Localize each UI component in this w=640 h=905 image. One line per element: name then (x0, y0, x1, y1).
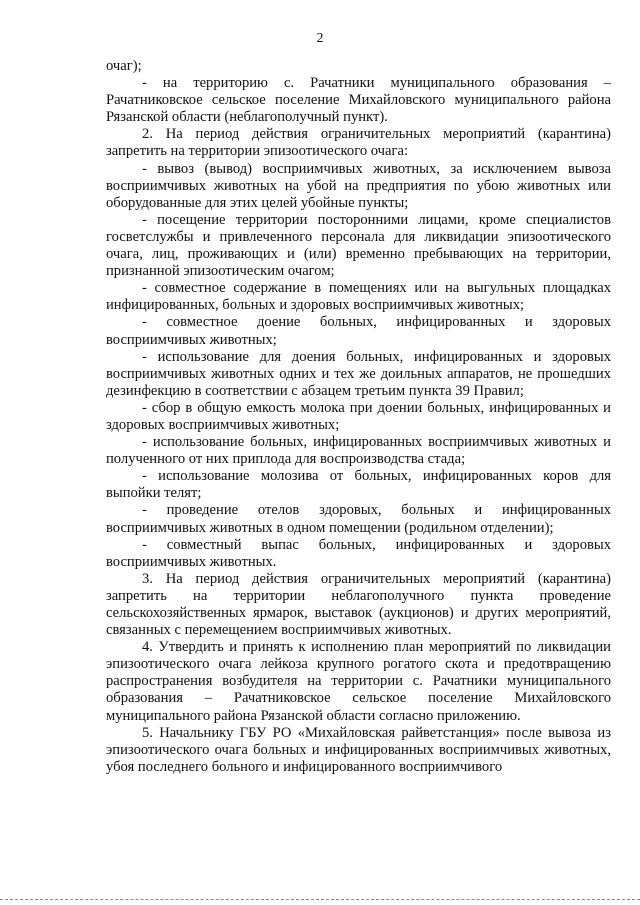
document-body (106, 58, 611, 776)
paragraph: 2. На период действия ограничительных мероприятий (карантина) запретить на территории эпизоотического очага: (106, 126, 611, 160)
paragraph: очаг); (106, 58, 142, 74)
paragraph: - проведение отелов здоровых, больных и инфицированных восприимчивых животных в одном помещении (родильном отделении); (106, 502, 611, 536)
scan-edge-line (0, 899, 640, 900)
paragraph: - на территорию с. Рачатники муниципального образования – Рачатниковское сельское поселение Михайловского муниципального района Рязанской области (неблагополучный пункт). (106, 75, 611, 126)
paragraph: - использование для доения больных, инфицированных и здоровых восприимчивых животных одних и тех же доильных аппаратов, не прошедших дезинфекцию в соответствии с абзацем третьим пункта 39 Правил; (106, 348, 611, 399)
paragraph: 4. Утвердить и принять к исполнению план мероприятий по ликвидации эпизоотического очага лейкоза крупного рогатого скота и предотвращению распространения возбудителя на территории с. Рачатники муниципального образования – Рачатниковское сельское поселение Михайловского муниципального района Рязанской области согласно приложению. (106, 639, 611, 724)
paragraph: - вывоз (вывод) восприимчивых животных, за исключением вывоза восприимчивых животных на убой на предприятия по убою животных или оборудованные для этих целей убойные пункты; (106, 160, 611, 211)
paragraph: - совместное доение больных, инфицированных и здоровых восприимчивых животных; (106, 314, 611, 348)
paragraph: - использование больных, инфицированных восприимчивых животных и полученного от них приплода для воспроизводства стада; (106, 434, 611, 468)
paragraph: 5. Начальнику ГБУ РО «Михайловская райветстанция» после вывоза из эпизоотического очага больных и инфицированных восприимчивых животных, убоя последнего больного и инфицированного восприимчивого (106, 724, 611, 775)
paragraph: - совместный выпас больных, инфицированных и здоровых восприимчивых животных. (106, 536, 611, 570)
page-number: 2 (316, 31, 324, 46)
paragraph: 3. На период действия ограничительных мероприятий (карантина) запретить на территории неблагополучного пункта проведение сельскохозяйственных ярмарок, выставок (аукционов) и других мероприятий, связанных с перемещением восприимчивых животных. (106, 570, 611, 639)
paragraph: - совместное содержание в помещениях или на выгульных площадках инфицированных, больных и здоровых восприимчивых животных; (106, 280, 611, 314)
paragraph: - использование молозива от больных, инфицированных коров для выпойки телят; (106, 468, 611, 502)
paragraph: - сбор в общую емкость молока при доении больных, инфицированных и здоровых восприимчивых животных; (106, 399, 611, 433)
paragraph: - посещение территории посторонними лицами, кроме специалистов госветслужбы и привлеченного персонала для ликвидации эпизоотического очага, лиц, проживающих и (или) временно пребывающих на территории, признанной эпизоотическим очагом; (106, 211, 611, 280)
